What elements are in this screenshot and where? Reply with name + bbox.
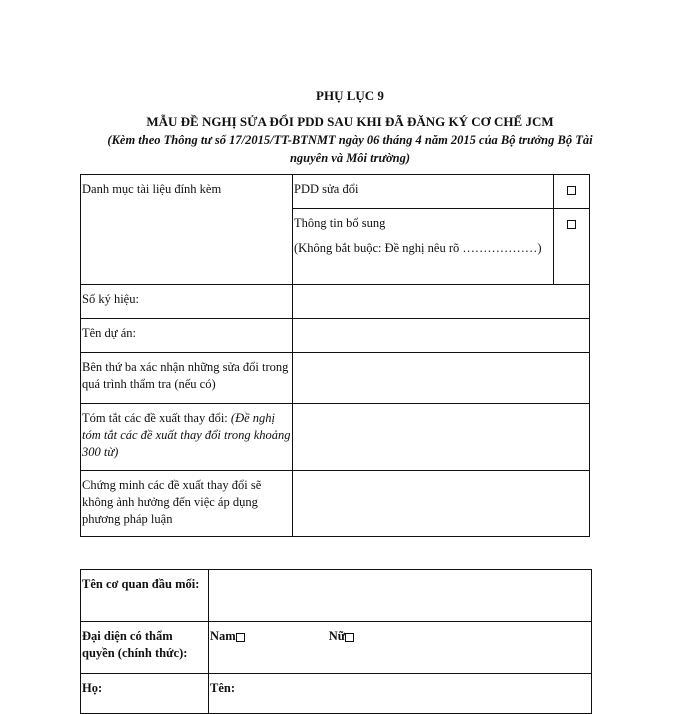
form-title: MẪU ĐỀ NGHỊ SỬA ĐỔI PDD SAU KHI ĐÃ ĐĂNG KÝ CƠ CHẾ JCM <box>146 114 554 129</box>
extra-info-cell <box>293 209 554 285</box>
form-reference-note: (Kèm theo Thông tư số 17/2015/TT-BTNMT ngày 06 tháng 4 năm 2015 của Bộ trưởng Bộ Tài nguyên và Môi trường) <box>107 133 593 165</box>
extra-info-checkbox-cell[interactable] <box>554 209 590 285</box>
given-name-label: Tên: <box>209 674 592 714</box>
agency-label: Tên cơ quan đầu mối: <box>81 570 209 622</box>
summary-field[interactable] <box>293 404 590 471</box>
proof-field[interactable] <box>293 471 590 537</box>
male-label: Nam <box>210 629 236 643</box>
proposal-table <box>80 174 590 537</box>
project-name-field[interactable] <box>293 319 590 353</box>
proof-label: Chứng minh các đề xuất thay đổi sẽ không ảnh hưởng đến việc áp dụng phương pháp luận <box>81 471 293 537</box>
appendix-heading: PHỤ LỤC 9 <box>316 88 384 103</box>
attachments-label: Danh mục tài liệu đính kèm <box>81 175 293 285</box>
checkbox-icon[interactable] <box>567 186 576 195</box>
male-checkbox-icon[interactable] <box>236 633 245 642</box>
surname-label: Họ: <box>81 674 209 714</box>
summary-cell <box>81 404 293 471</box>
extra-info-label: Thông tin bổ sung <box>294 216 386 230</box>
extra-info-note: (Không bắt buộc: Đề nghị nêu rõ ………………) <box>294 241 542 255</box>
third-party-label: Bên thứ ba xác nhận những sửa đổi trong quá trình thẩm tra (nếu có) <box>81 353 293 404</box>
ref-number-label: Số ký hiệu: <box>81 285 293 319</box>
summary-label: Tóm tắt các đề xuất thay đổi: <box>82 411 231 425</box>
third-party-field[interactable] <box>293 353 590 404</box>
female-label: Nữ <box>328 629 346 643</box>
summary-hint: (Đề nghị tóm tắt các đề xuất thay đổi trong khoảng 300 từ) <box>82 411 291 459</box>
agency-field[interactable] <box>209 570 592 622</box>
representative-label: Đại diện có thẩm quyền (chính thức): <box>81 622 209 674</box>
ref-number-field[interactable] <box>293 285 590 319</box>
checkbox-icon[interactable] <box>567 220 576 229</box>
female-checkbox-icon[interactable] <box>345 633 354 642</box>
gender-cell <box>209 622 592 674</box>
project-name-label: Tên dự án: <box>81 319 293 353</box>
pdd-revised-label: PDD sửa đổi <box>293 175 554 209</box>
pdd-revised-checkbox-cell[interactable] <box>554 175 590 209</box>
contact-table <box>80 569 592 714</box>
